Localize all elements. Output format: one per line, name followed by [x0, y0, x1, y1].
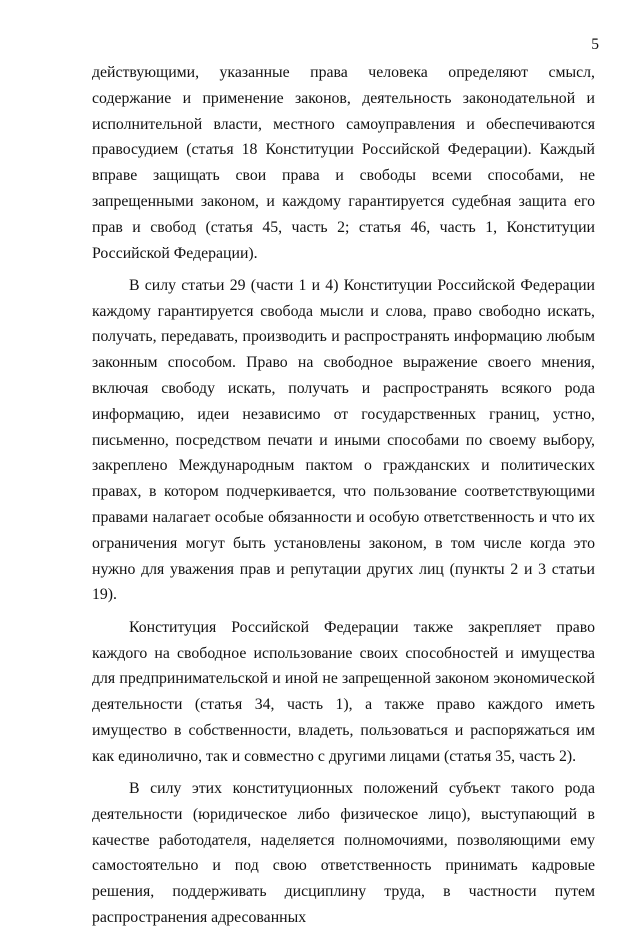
paragraph: В силу статьи 29 (части 1 и 4) Конституции Российской Федерации каждому гарантируется свобода мысли и слова, право свободно искать, получать, передавать, производить и распространять информацию любым законным способом. Право на свободное выражение своего мнения, включая свободу искать, получать и распространять всякого рода информацию, идеи независимо от государственных границ, устно, письменно, посредством печати и иными способами по своему выбору, закреплено Международным пактом о гражданских и политических правах, в котором подчеркивается, что пользование соответствующими правами налагает особые обязанности и особую ответственность и что их ограничения могут быть установлены законом, в том числе когда это нужно для уважения прав и репутации других лиц (пункты 2 и 3 статьи 19). [92, 276, 595, 604]
paragraph: Конституция Российской Федерации также закрепляет право каждого на свободное использование своих способностей и имущества для предпринимательской и иной не запрещенной законом экономической деятельности (статья 34, часть 1), а также право каждого иметь имущество в собственности, владеть, пользоваться и распоряжаться им как единолично, так и совместно с другими лицами (статья 35, часть 2). [92, 618, 595, 765]
page-number: 5 [591, 36, 599, 53]
paragraph: В силу этих конституционных положений субъект такого рода деятельности (юридическое либо физическое лицо), выступающий в качестве работодателя, наделяется полномочиями, позволяющими ему самостоятельно и под свою ответственность принимать кадровые решения, поддерживать дисциплину труда, в частности путем распространения адресованных [92, 780, 595, 926]
paragraph-continuation: действующими, указанные права человека определяют смысл, содержание и применение законов, деятельность законодательной и исполнительной власти, местного самоуправления и обеспечиваются правосудием (статья 18 Конституции Российской Федерации). Каждый вправе защищать свои права и свободы всеми способами, не запрещенными законом, и каждому гарантируется судебная защита его прав и свобод (статья 45, часть 2; статья 46, часть 1, Конституции Российской Федерации). [92, 64, 595, 262]
document-body [92, 60, 595, 937]
